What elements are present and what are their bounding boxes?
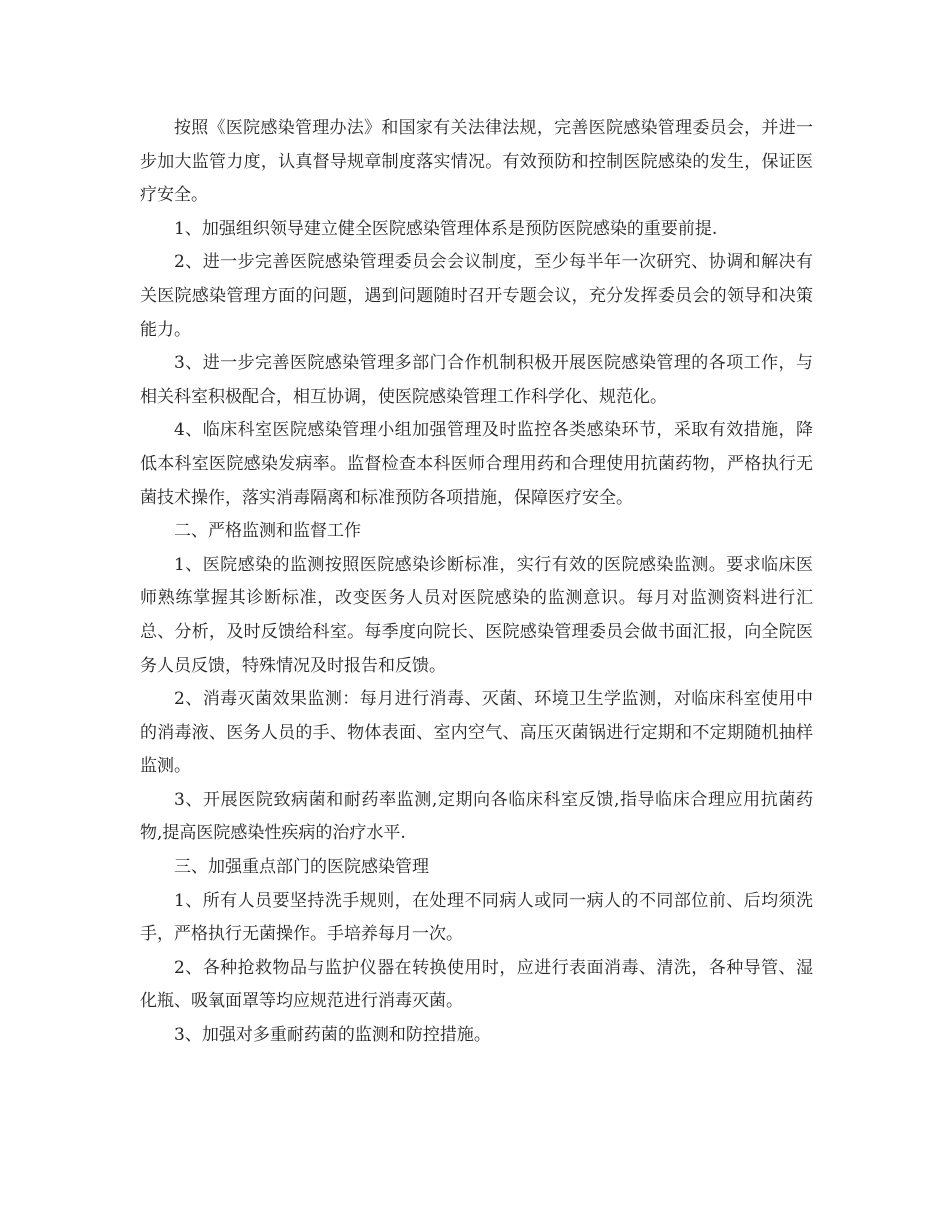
paragraph-section2-item-3: 3、开展医院致病菌和耐药率监测,定期向各临床科室反馈,指导临床合理应用抗菌药物,提高医院感染性疾病的治疗水平.: [140, 789, 813, 844]
paragraph-section2-item-2: 2、消毒灭菌效果监测：每月进行消毒、灭菌、环境卫生学监测，对临床科室使用中的消毒液、医务人员的手、物体表面、室内空气、高压灭菌锅进行定期和不定期随机抽样监测。: [140, 689, 813, 777]
paragraph-section3-item-2: 2、各种抢救物品与监护仪器在转换使用时，应进行表面消毒、清洗，各种导管、湿化瓶、吸氧面罩等均应规范进行消毒灭菌。: [140, 957, 813, 1012]
section-heading-2: 二、严格监测和监督工作: [174, 521, 361, 542]
paragraph-item-3: 3、进一步完善医院感染管理多部门合作机制积极开展医院感染管理的各项工作，与相关科室积极配合，相互协调，使医院感染管理工作科学化、规范化。: [140, 353, 813, 407]
paragraph-section3-item-1: 1、所有人员要坚持洗手规则，在处理不同病人或同一病人的不同部位前、后均须洗手，严格执行无菌操作。手培养每月一次。: [140, 890, 813, 945]
paragraph-intro: 按照《医院感染管理办法》和国家有关法律法规，完善医院感染管理委员会，并进一步加大监管力度，认真督导规章制度落实情况。有效预防和控制医院感染的发生，保证医疗安全。: [140, 118, 813, 206]
paragraph-item-1: 1、加强组织领导建立健全医院感染管理体系是预防医院感染的重要前提.: [174, 218, 718, 239]
paragraph-section2-item-1: 1、医院感染的监测按照医院感染诊断标准，实行有效的医院感染监测。要求临床医师熟练掌握其诊断标准，改变医务人员对医院感染的监测意识。每月对监测资料进行汇总、分析，及时反馈给科室。每季度向院长、医院感染管理委员会做书面汇报，向全院医务人员反馈，特殊情况及时报告和反馈。: [140, 554, 813, 676]
paragraph-item-2: 2、进一步完善医院感染管理委员会会议制度，至少每半年一次研究、协调和解决有关医院感染管理方面的问题，遇到问题随时召开专题会议，充分发挥委员会的领导和决策能力。: [140, 252, 813, 340]
paragraph-section3-item-3: 3、加强对多重耐药菌的监测和防控措施。: [174, 1025, 491, 1046]
section-heading-3: 三、加强重点部门的医院感染管理: [174, 857, 429, 878]
paragraph-item-4: 4、临床科室医院感染管理小组加强管理及时监控各类感染环节，采取有效措施，降低本科室医院感染发病率。监督检查本科医师合理用药和合理使用抗菌药物，严格执行无菌技术操作，落实消毒隔离和标准预防各项措施，保障医疗安全。: [140, 420, 813, 508]
